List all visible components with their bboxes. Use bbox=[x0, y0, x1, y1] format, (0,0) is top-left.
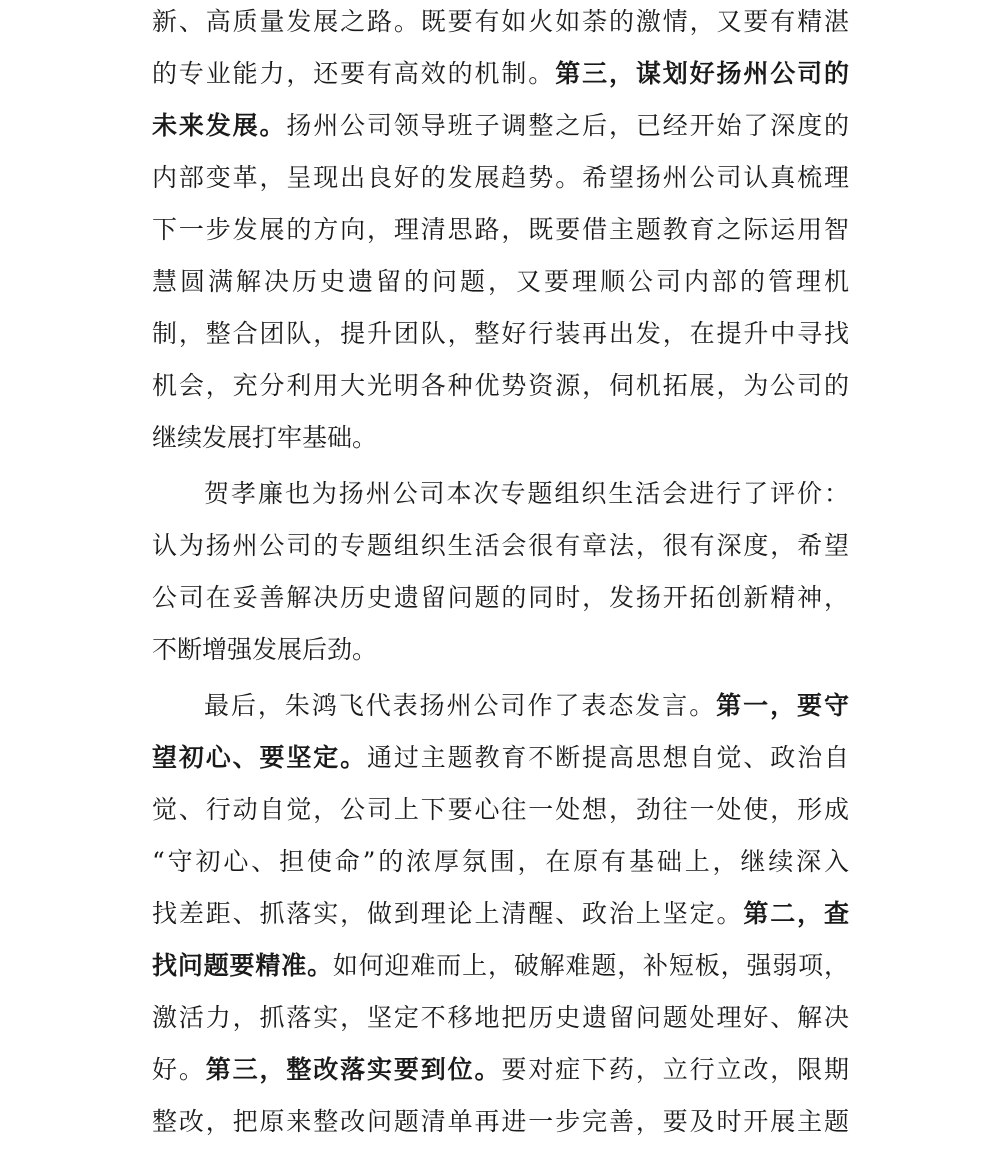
text-line bbox=[152, 314, 849, 354]
text-line bbox=[152, 1102, 849, 1142]
text-line bbox=[204, 686, 849, 726]
bold-text-run: 未来发展。 bbox=[152, 111, 287, 140]
text-line bbox=[204, 474, 849, 514]
text-line bbox=[152, 842, 849, 882]
text-run: 的专业能力，还要有高效的机制。 bbox=[152, 59, 556, 88]
text-run: 制，整合团队，提升团队，整好行装再出发，在提升中寻找 bbox=[152, 319, 849, 348]
text-line bbox=[152, 526, 849, 566]
text-run: 内部变革，呈现出良好的发展趋势。希望扬州公司认真梳理 bbox=[152, 163, 849, 192]
text-run: 扬州公司领导班子调整之后，已经开始了深度的 bbox=[286, 111, 849, 140]
text-run: 新、高质量发展之路。既要有如火如荼的激情，又要有精湛 bbox=[152, 7, 849, 36]
text-run: 机会，充分利用大光明各种优势资源，伺机拓展，为公司的 bbox=[152, 371, 849, 400]
text-run: 整改，把原来整改问题清单再进一步完善，要及时开展主题 bbox=[152, 1107, 849, 1136]
text-line bbox=[152, 418, 849, 458]
text-line bbox=[152, 578, 849, 618]
text-run: 最后，朱鸿飞代表扬州公司作了表态发言。 bbox=[204, 691, 717, 720]
text-line bbox=[152, 2, 849, 42]
text-run: 公司在妥善解决历史遗留问题的同时，发扬开拓创新精神， bbox=[152, 583, 849, 612]
text-line bbox=[152, 998, 849, 1038]
text-line bbox=[152, 262, 849, 302]
text-run: 继续发展打牢基础。 bbox=[152, 423, 378, 452]
text-line bbox=[152, 106, 849, 146]
text-line bbox=[152, 54, 849, 94]
text-run: 不断增强发展后劲。 bbox=[152, 635, 378, 664]
text-line bbox=[152, 158, 849, 198]
text-run: 认为扬州公司的专题组织生活会很有章法，很有深度，希望 bbox=[152, 531, 849, 560]
bold-text-run: 第一，要守 bbox=[716, 691, 849, 720]
text-run: 下一步发展的方向，理清思路，既要借主题教育之际运用智 bbox=[152, 215, 849, 244]
text-run: 要对症下药，立行立改，限期 bbox=[501, 1055, 849, 1084]
text-run: 通过主题教育不断提高思想自觉、政治自 bbox=[367, 743, 849, 772]
text-line bbox=[152, 210, 849, 250]
text-run: 激活力，抓落实，坚定不移地把历史遗留问题处理好、解决 bbox=[152, 1003, 849, 1032]
text-run: 贺孝廉也为扬州公司本次专题组织生活会进行了评价： bbox=[204, 479, 849, 508]
text-line bbox=[152, 630, 849, 670]
text-line bbox=[152, 1050, 849, 1090]
bold-text-run: 第三，谋划好扬州公司的 bbox=[555, 59, 849, 88]
bold-text-run: 第二，查 bbox=[743, 899, 849, 928]
text-run: 找差距、抓落实，做到理论上清醒、政治上坚定。 bbox=[152, 899, 744, 928]
text-run: 好。 bbox=[152, 1055, 206, 1084]
text-run: 慧圆满解决历史遗留的问题，又要理顺公司内部的管理机 bbox=[152, 267, 849, 296]
bold-text-run: 第三，整改落实要到位。 bbox=[205, 1055, 502, 1084]
text-line bbox=[152, 946, 849, 986]
text-run: 如何迎难而上，破解难题，补短板，强弱项， bbox=[332, 951, 849, 980]
text-line bbox=[152, 894, 849, 934]
bold-text-run: 找问题要精准。 bbox=[152, 951, 333, 980]
bold-text-run: 望初心、要坚定。 bbox=[152, 743, 368, 772]
text-line bbox=[152, 738, 849, 778]
text-run: “守初心、担使命”的浓厚氛围，在原有基础上，继续深入 bbox=[152, 847, 849, 876]
text-run: 觉、行动自觉，公司上下要心往一处想，劲往一处使，形成 bbox=[152, 795, 849, 824]
text-line bbox=[152, 790, 849, 830]
text-line bbox=[152, 366, 849, 406]
